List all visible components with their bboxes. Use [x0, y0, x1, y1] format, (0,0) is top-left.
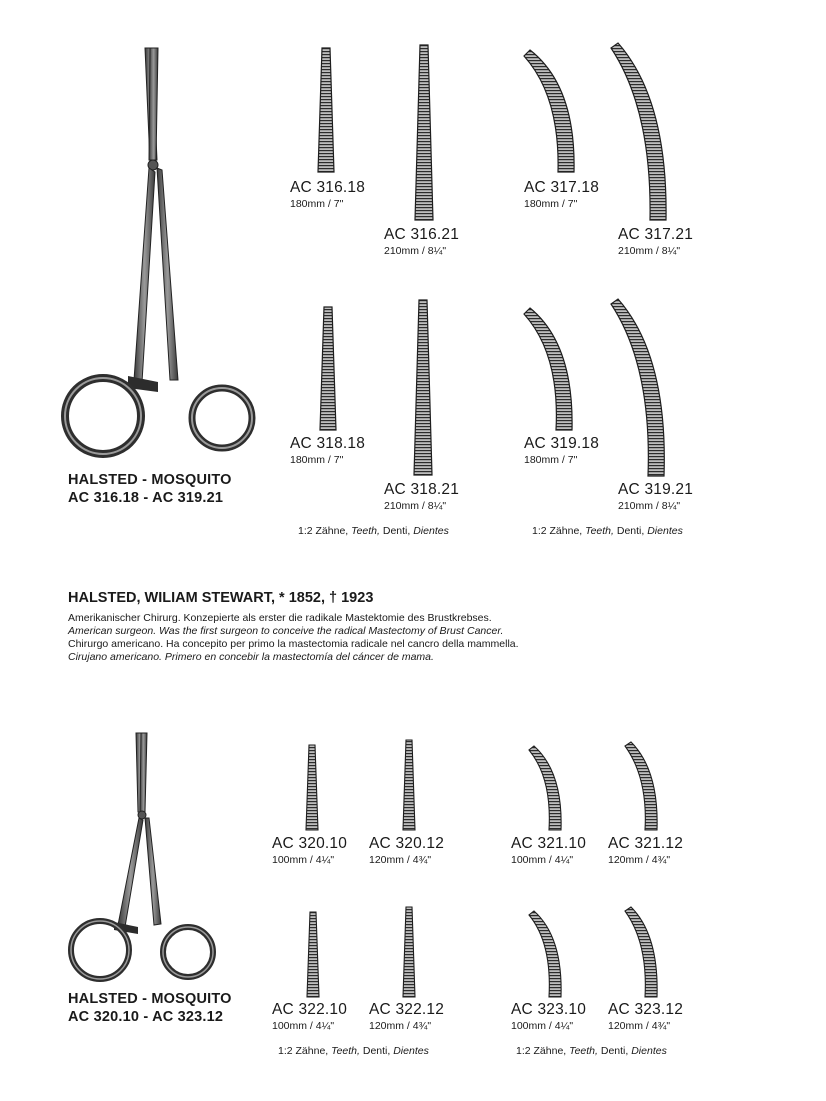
jaw-ac322-10	[307, 912, 319, 997]
code-ac316-21: AC 316.21	[384, 226, 460, 243]
teeth-note-straight-2: 1:2 Zähne, Teeth, Denti, Dientes	[278, 1045, 429, 1057]
teeth-note-curved-2: 1:2 Zähne, Teeth, Denti, Dientes	[516, 1045, 667, 1057]
teeth-note-straight-1: 1:2 Zähne, Teeth, Denti, Dientes	[298, 525, 449, 537]
size-ac316-18: 180mm / 7"	[290, 198, 344, 210]
jaw-ac322-12	[403, 907, 415, 997]
jaw-ac320-10	[306, 745, 318, 830]
code-ac321-10: AC 321.10	[511, 835, 587, 852]
code-ac318-21: AC 318.21	[384, 481, 460, 498]
section1-range: AC 316.18 - AC 319.21	[68, 490, 224, 506]
jaw-ac318-18	[320, 307, 336, 430]
size-ac323-10: 100mm / 4¼"	[511, 1020, 574, 1032]
code-ac321-12: AC 321.12	[608, 835, 684, 852]
jaw-ac323-12	[625, 907, 657, 997]
jaw-ac319-21	[611, 299, 664, 476]
size-ac323-12: 120mm / 4¾"	[608, 1020, 671, 1032]
size-ac318-21: 210mm / 8¼"	[384, 500, 447, 512]
teeth-note-curved-1: 1:2 Zähne, Teeth, Denti, Dientes	[532, 525, 683, 537]
jaw-ac321-10	[529, 746, 561, 830]
size-ac320-10: 100mm / 4¼"	[272, 854, 335, 866]
section2-range: AC 320.10 - AC 323.12	[68, 1009, 224, 1025]
section1-title: HALSTED - MOSQUITO	[68, 472, 232, 488]
jaw-ac319-18	[524, 308, 572, 430]
code-ac319-18: AC 319.18	[524, 435, 600, 452]
size-ac319-21: 210mm / 8¼"	[618, 500, 681, 512]
size-ac317-18: 180mm / 7"	[524, 198, 578, 210]
bio-english: American surgeon. Was the first surgeon to conceive the radical Mastectomy of Brust Cancer.	[68, 625, 504, 637]
size-ac320-12: 120mm / 4¾"	[369, 854, 432, 866]
jaw-ac316-21	[415, 45, 433, 220]
jaw-ac317-21	[611, 43, 666, 220]
size-ac321-10: 100mm / 4¼"	[511, 854, 574, 866]
code-ac322-10: AC 322.10	[272, 1001, 348, 1018]
code-ac319-21: AC 319.21	[618, 481, 694, 498]
size-ac318-18: 180mm / 7"	[290, 454, 344, 466]
code-ac317-21: AC 317.21	[618, 226, 694, 243]
section2-title: HALSTED - MOSQUITO	[68, 991, 232, 1007]
size-ac317-21: 210mm / 8¼"	[618, 245, 681, 257]
jaw-ac318-21	[414, 300, 432, 475]
code-ac320-10: AC 320.10	[272, 835, 348, 852]
code-ac323-12: AC 323.12	[608, 1001, 684, 1018]
size-ac316-21: 210mm / 8¼"	[384, 245, 447, 257]
code-ac317-18: AC 317.18	[524, 179, 600, 196]
bio-german: Amerikanischer Chirurg. Konzepierte als erster die radikale Mastektomie des Brustkrebses.	[68, 612, 492, 624]
forceps-illustration-1	[65, 48, 252, 454]
size-ac322-12: 120mm / 4¾"	[369, 1020, 432, 1032]
size-ac321-12: 120mm / 4¾"	[608, 854, 671, 866]
code-ac323-10: AC 323.10	[511, 1001, 587, 1018]
jaw-ac323-10	[529, 911, 561, 997]
size-ac319-18: 180mm / 7"	[524, 454, 578, 466]
jaw-ac321-12	[625, 742, 657, 830]
bio-italian: Chirurgo americano. Ha concepito per primo la mastectomia radicale nel cancro della mammella.	[68, 638, 519, 650]
bio-spanish: Cirujano americano. Primero en concebir la mastectomía del cáncer de mama.	[68, 651, 434, 663]
bio-heading: HALSTED, WILIAM STEWART, * 1852, † 1923	[68, 590, 374, 606]
jaw-ac316-18	[318, 48, 334, 172]
code-ac322-12: AC 322.12	[369, 1001, 445, 1018]
jaw-ac317-18	[524, 50, 574, 172]
size-ac322-10: 100mm / 4¼"	[272, 1020, 335, 1032]
code-ac316-18: AC 316.18	[290, 179, 366, 196]
code-ac318-18: AC 318.18	[290, 435, 366, 452]
code-ac320-12: AC 320.12	[369, 835, 445, 852]
forceps-illustration-2	[71, 733, 213, 979]
jaw-ac320-12	[403, 740, 415, 830]
